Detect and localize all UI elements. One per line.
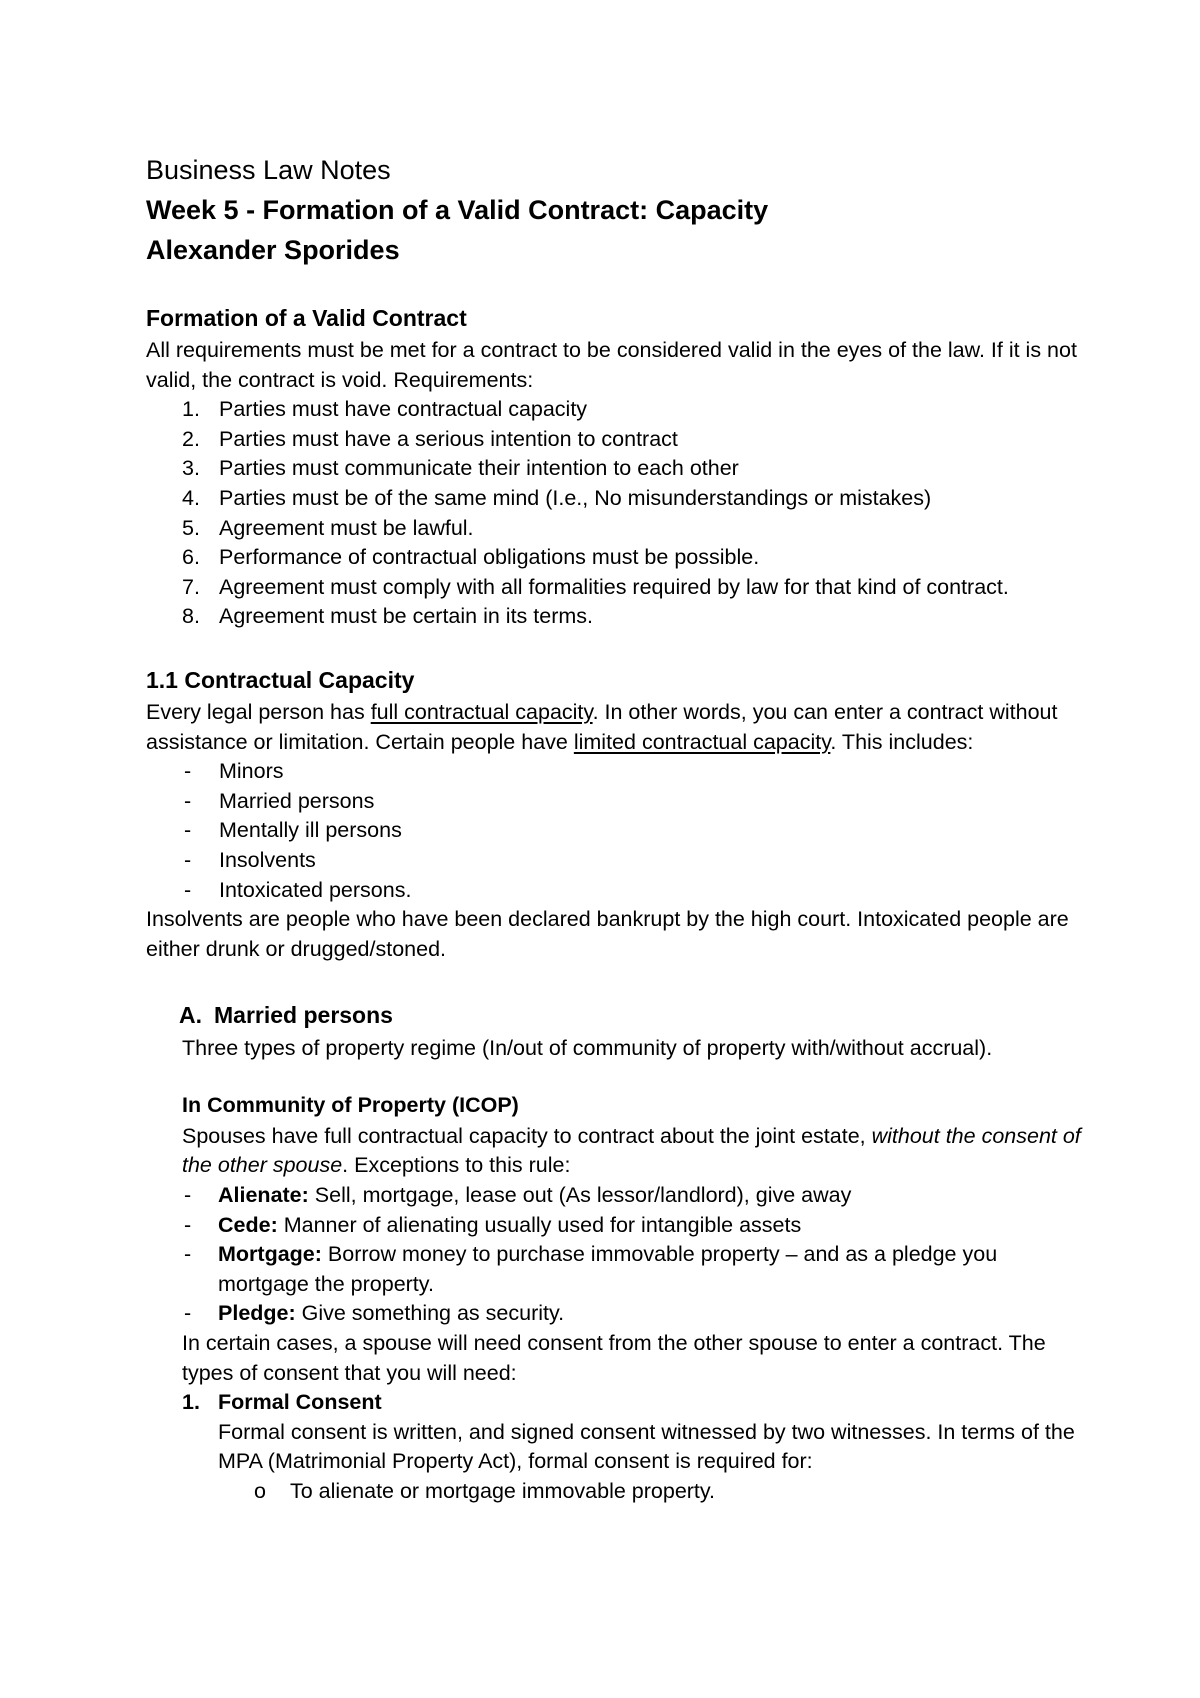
list-item [182, 1299, 1086, 1329]
list-item [146, 573, 1086, 603]
formal-consent-item [182, 1388, 1086, 1506]
married-persons-section [146, 1034, 1086, 1506]
list-item [146, 787, 1086, 817]
dash-bullet: - [184, 1183, 192, 1208]
dash-bullet: - [184, 847, 192, 872]
dash-bullet: - [184, 759, 192, 784]
full-capacity-term: full contractual capacity [370, 699, 593, 724]
list-text: Agreement must comply with all formalities required by law for that kind of contract. [219, 574, 1009, 599]
list-text: Mentally ill persons [219, 818, 402, 843]
capacity-paragraph [146, 698, 1086, 757]
list-number: 1. [182, 397, 200, 422]
list-text: To alienate or mortgage immovable property. [290, 1479, 716, 1503]
term: Alienate: [218, 1183, 309, 1208]
week-title: Week 5 - Formation of a Valid Contract: Capacity [146, 195, 769, 225]
list-item [182, 1211, 1086, 1241]
list-number: 7. [182, 574, 200, 599]
list-item [146, 484, 1086, 514]
limited-capacity-list [146, 757, 1086, 905]
list-item [146, 425, 1086, 455]
list-text: Intoxicated persons. [219, 877, 412, 902]
list-number: 1. [182, 1390, 200, 1415]
document-header [146, 150, 1086, 270]
icop-heading: In Community of Property (ICOP) [182, 1092, 519, 1117]
capacity-heading: 1.1 Contractual Capacity [146, 666, 415, 693]
list-number: 4. [182, 485, 200, 510]
list-text: Married persons [219, 788, 375, 813]
section-letter: A. [179, 1002, 202, 1029]
formal-consent-title: Formal Consent [218, 1390, 382, 1415]
list-text: Parties must have contractual capacity [219, 397, 588, 422]
list-item [218, 1477, 1086, 1507]
list-text: Insolvents [219, 847, 316, 872]
list-text: Minors [219, 759, 284, 784]
definition: Give something as security. [295, 1301, 565, 1326]
married-persons-heading [179, 1000, 1086, 1030]
list-item [146, 454, 1086, 484]
list-item [146, 816, 1086, 846]
list-item [146, 514, 1086, 544]
limited-capacity-term: limited contractual capacity [573, 729, 831, 754]
dash-bullet: - [184, 788, 192, 813]
text-run: . In other words, you can enter a contract without assistance or limitation. Certain people have [146, 699, 1058, 754]
exceptions-list [182, 1181, 1086, 1329]
text-run: Spouses have full contractual capacity to contract about the joint estate, [182, 1123, 872, 1148]
list-item [182, 1240, 1086, 1299]
definition: Manner of alienating usually used for intangible assets [277, 1212, 802, 1237]
insolvents-paragraph: Insolvents are people who have been declared bankrupt by the high court. Intoxicated people are either drunk or drugged/stoned. [146, 907, 1069, 961]
list-item [146, 395, 1086, 425]
requirements-list [146, 395, 1086, 632]
list-number: 6. [182, 545, 200, 570]
icop-paragraph [182, 1122, 1086, 1181]
text-run: . This includes: [830, 729, 974, 754]
formal-consent-list [218, 1477, 1086, 1507]
dash-bullet: - [184, 1301, 192, 1326]
term: Cede: [218, 1212, 278, 1237]
definition: Borrow money to purchase immovable property – and as a pledge you mortgage the property. [218, 1242, 998, 1296]
list-item [146, 602, 1086, 632]
term: Pledge: [218, 1301, 296, 1326]
list-text: Agreement must be certain in its terms. [219, 604, 594, 629]
list-number: 8. [182, 604, 200, 629]
list-item [182, 1181, 1086, 1211]
list-text: Agreement must be lawful. [219, 515, 474, 540]
list-number: 2. [182, 426, 200, 451]
consent-intro: In certain cases, a spouse will need consent from the other spouse to enter a contract. The types of consent that you will need: [182, 1331, 1046, 1385]
section-title: Married persons [214, 1002, 393, 1029]
property-regime-intro: Three types of property regime (In/out of community of property with/without accrual). [182, 1036, 993, 1061]
course-title: Business Law Notes [146, 155, 391, 185]
list-item [146, 876, 1086, 906]
list-number: 3. [182, 456, 200, 481]
list-item [146, 846, 1086, 876]
list-text: Parties must be of the same mind (I.e., No misunderstandings or mistakes) [219, 485, 932, 510]
formation-heading: Formation of a Valid Contract [146, 305, 467, 331]
list-item [146, 757, 1086, 787]
definition: Sell, mortgage, lease out (As lessor/landlord), give away [308, 1183, 852, 1208]
term: Mortgage: [218, 1242, 322, 1267]
circle-bullet: o [254, 1479, 266, 1503]
list-number: 5. [182, 515, 200, 540]
dash-bullet: - [184, 818, 192, 843]
dash-bullet: - [184, 1242, 192, 1267]
dash-bullet: - [184, 877, 192, 902]
formal-consent-text: Formal consent is written, and signed consent witnessed by two witnesses. In terms of the MPA (Matrimonial Property Act), formal consent is required for: [218, 1419, 1075, 1474]
list-text: Performance of contractual obligations must be possible. [219, 545, 760, 570]
document-content [146, 150, 1086, 1507]
author-name: Alexander Sporides [146, 235, 400, 265]
list-item [146, 543, 1086, 573]
dash-bullet: - [184, 1212, 192, 1237]
list-text: Parties must have a serious intention to contract [219, 426, 678, 451]
emphasis-text: without the consent of the other spouse [182, 1123, 1081, 1178]
formation-intro: All requirements must be met for a contract to be considered valid in the eyes of the law. If it is not valid, the contract is void. Requirements: [146, 338, 1077, 392]
text-run: Every legal person has [146, 699, 371, 724]
list-text: Parties must communicate their intention to each other [219, 456, 739, 481]
text-run: . Exceptions to this rule: [342, 1153, 571, 1178]
